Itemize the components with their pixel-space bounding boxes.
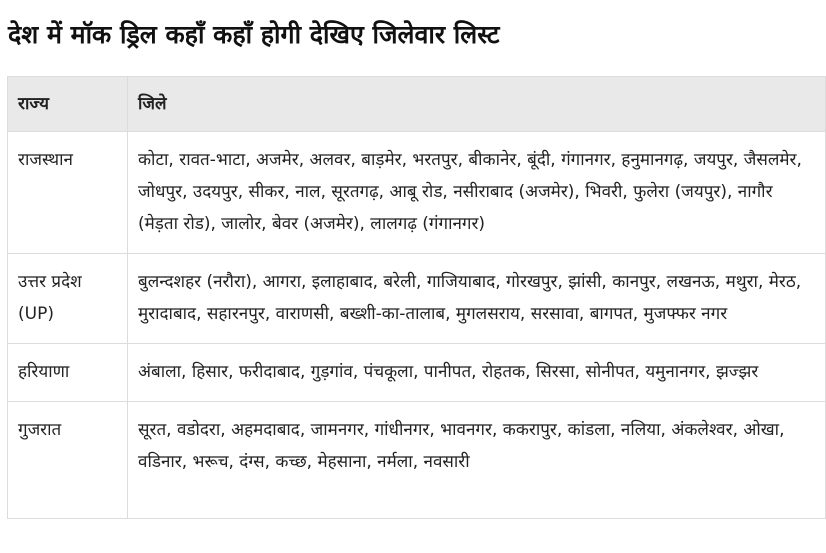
table-row [8, 344, 826, 402]
table-header-row [8, 77, 826, 132]
districts-cell: कोटा, रावत-भाटा, अजमेर, अलवर, बाड़मेर, भरतपुर, बीकानेर, बूंदी, गंगानगर, हनुमानगढ़, जयपुर, जैसलमेर, जोधपुर, उदयपुर, सीकर, नाल, सूरतगढ़, आबू रोड, नसीराबाद (अजमेर), भिवरी, फुलेरा (जयपुर), नागौर (मेड़ता रोड), जालोर, बेवर (अजमेर), लालगढ़ (गंगानगर) [128, 132, 826, 254]
state-cell: उत्तर प्रदेश (UP) [8, 254, 128, 344]
districts-cell: अंबाला, हिसार, फरीदाबाद, गुड़गांव, पंचकूला, पानीपत, रोहतक, सिरसा, सोनीपत, यमुनानगर, झज्झर [128, 344, 826, 402]
state-cell: गुजरात [8, 402, 128, 519]
table-row [8, 254, 826, 344]
district-list-table [7, 76, 826, 519]
table-row [8, 402, 826, 519]
column-header-districts: जिले [128, 77, 826, 132]
page-title: देश में मॉक ड्रिल कहाँ कहाँ होगी देखिए जिलेवार लिस्ट [8, 20, 500, 49]
districts-cell: सूरत, वडोदरा, अहमदाबाद, जामनगर, गांधीनगर, भावनगर, ककरापुर, कांडला, नलिया, अंकलेश्वर, ओखा, वडिनार, भरूच, दंग्स, कच्छ, मेहसाना, नर्मला, नवसारी [128, 402, 826, 519]
column-header-state: राज्य [8, 77, 128, 132]
districts-cell: बुलन्दशहर (नरौरा), आगरा, इलाहाबाद, बरेली, गाजियाबाद, गोरखपुर, झांसी, कानपुर, लखनऊ, मथुरा, मेरठ, मुरादाबाद, सहारनपुर, वाराणसी, बख्शी-का-तालाब, मुगलसराय, सरसावा, बागपत, मुजफ्फर नगर [128, 254, 826, 344]
table-row [8, 132, 826, 254]
state-cell: हरियाणा [8, 344, 128, 402]
state-cell: राजस्थान [8, 132, 128, 254]
